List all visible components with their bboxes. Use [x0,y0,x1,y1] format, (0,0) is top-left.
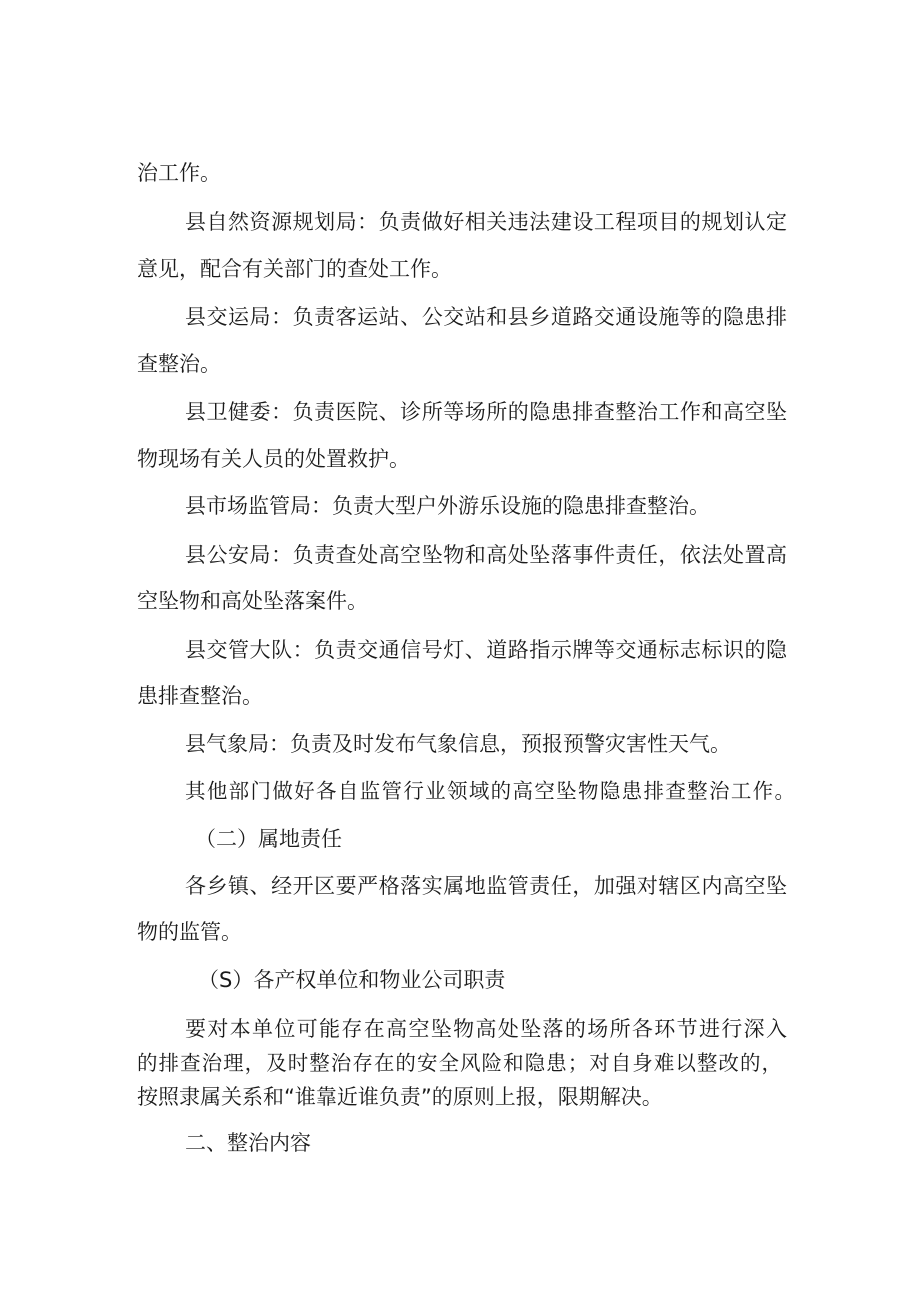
text-line: 各乡镇、经开区要严格落实属地监管责任，加强对辖区内高空坠 [185,874,787,898]
text-line: 物现场有关人员的处置救护。 [137,447,410,471]
text-line: 县交管大队：负责交通信号灯、道路指示牌等交通标志标识的隐 [185,638,787,662]
text-line: 县交运局：负责客运站、公交站和县乡道路交通设施等的隐患排 [185,305,787,329]
text-line: 县自然资源规划局：负责做好相关违法建设工程项目的规划认定 [185,210,787,234]
section-heading: （二）属地责任 [195,827,342,851]
text-line: 县公安局：负责查处高空坠物和高处坠落事件责任，依法处置高 [185,543,787,567]
text-line: 其他部门做好各自监管行业领域的高空坠物隐患排查整治工作。 [185,779,795,803]
text-line: 患排查整治。 [137,684,263,708]
text-line: 县市场监管局：负责大型户外游乐设施的隐患排查整治。 [185,494,710,518]
text-line: 查整治。 [137,352,221,376]
section-heading: 二、整治内容 [185,1131,311,1155]
text-line: 县卫健委：负责医院、诊所等场所的隐患排查整治工作和高空坠 [185,400,787,424]
text-line: 空坠物和高处坠落案件。 [137,589,368,613]
section-heading: （S）各产权单位和物业公司职责 [198,968,506,992]
text-line: 意见，配合有关部门的查处工作。 [137,257,452,281]
text-line: 治工作。 [137,161,221,185]
text-line: 按照隶属关系和“谁靠近谁负责”的原则上报，限期解决。 [137,1085,663,1109]
text-line: 要对本单位可能存在高空坠物高处坠落的场所各环节进行深入 [185,1017,787,1041]
text-line: 物的监管。 [137,920,242,944]
text-line: 县气象局：负责及时发布气象信息，预报预警灾害性天气。 [185,732,731,756]
text-line: 的排查治理，及时整治存在的安全风险和隐患；对自身难以整改的， [137,1051,782,1075]
